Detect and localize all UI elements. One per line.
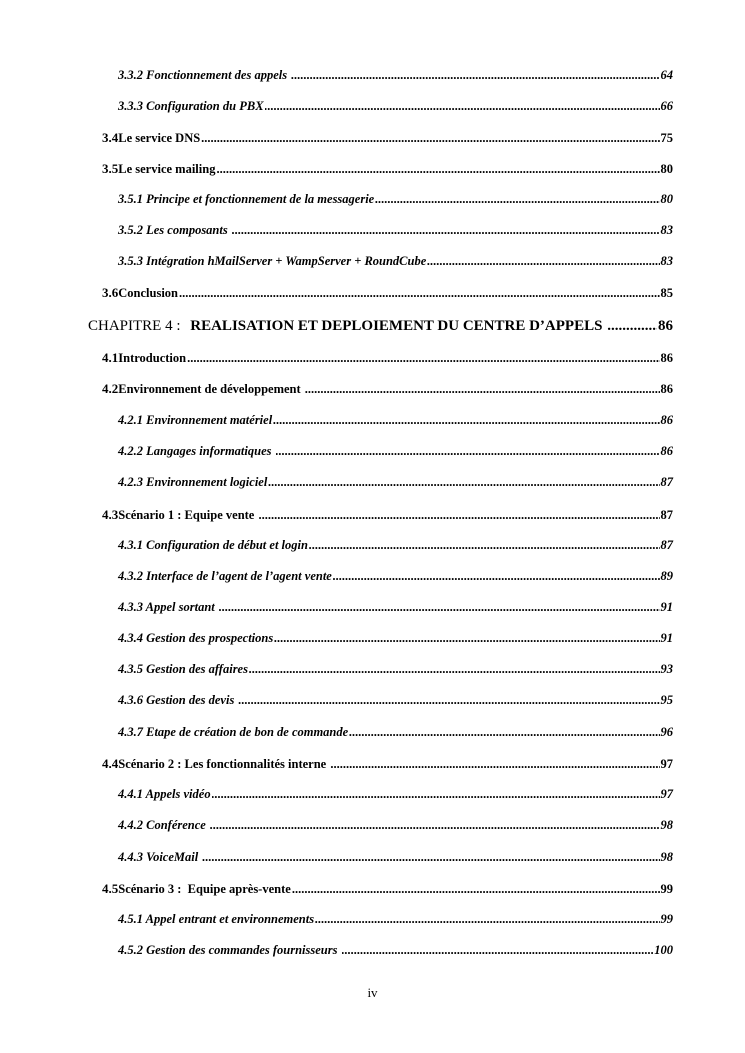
toc-page-number: 93 [660,662,673,676]
toc-subsection-entry [118,569,673,584]
toc-subsection-entry [118,68,673,83]
dot-leader [333,569,660,584]
toc-subsection-entry [118,787,673,802]
toc-entry-number: 3.5 [102,161,119,176]
toc-page-number: 97 [660,787,673,801]
toc-entry-title: Scénario 3 : Equipe après-vente [118,882,291,896]
dot-leader [265,99,660,114]
dot-leader [276,444,660,459]
toc-section-entry [102,161,673,177]
dot-leader [232,223,660,238]
toc-section-entry [102,350,673,366]
dot-leader [349,725,659,740]
dot-leader [201,131,659,146]
toc-page-number: 64 [660,68,673,82]
dot-leader [238,693,659,708]
toc-subsection-entry [118,538,673,553]
toc-page-number: 86 [660,351,673,365]
toc-section-entry [102,756,673,772]
toc-entry-number: 4.3 [102,507,119,522]
toc-entry-title: 3.5.1 Principe et fonctionnement de la messagerie [118,192,375,206]
toc-page-number: 99 [660,882,673,896]
toc-entry-title: 4.3.7 Etape de création de bon de commande [118,725,349,739]
toc-subsection-entry [118,475,673,490]
toc-entry-title: 4.2.2 Langages informatiques [118,444,275,458]
toc-entry-number: 4.5 [102,881,119,896]
toc-page-number: 91 [660,600,673,614]
toc-section-entry [102,285,673,301]
dot-leader [216,162,659,177]
toc-subsection-entry [118,912,673,927]
dot-leader [309,538,660,553]
dot-leader [210,818,660,833]
toc-entry-title: Conclusion [118,286,178,300]
toc-subsection-entry [118,444,673,459]
toc-entry-number: 3.4 [102,130,119,145]
toc-page-number: 86 [660,444,673,458]
toc-subsection-entry [118,254,673,269]
toc-entry-title: Scénario 2 : Les fonctionnalités interne [118,757,330,771]
toc-entry-title: 4.2.1 Environnement matériel [118,413,273,427]
toc-page-number: 98 [660,818,673,832]
toc-page-number: 99 [660,912,673,926]
toc-subsection-entry [118,99,673,114]
dot-leader [273,413,659,428]
toc-entry-title: 4.4.1 Appels vidéo [118,787,211,801]
dot-leader [292,882,660,897]
toc-entry-number: 4.1 [102,350,119,365]
toc-section-entry [102,381,673,397]
toc-entry-title: Le service mailing [118,162,216,176]
toc-entry-title: 4.5.1 Appel entrant et environnements [118,912,315,926]
toc-page-number: 66 [660,99,673,113]
dot-leader [342,943,654,958]
toc-subsection-entry [118,413,673,428]
dot-leader [219,600,660,615]
toc-entry-number: CHAPITRE 4 : [88,318,181,334]
toc-entry-number: 4.2 [102,381,119,396]
toc-entry-title: 4.4.2 Conférence [118,818,209,832]
toc-entry-title: 3.3.3 Configuration du PBX [118,99,264,113]
toc-page-number: 80 [660,162,673,176]
toc-entry-number: 4.4 [102,756,119,771]
toc-chapter-entry [88,318,673,335]
toc-subsection-entry [118,631,673,646]
toc-subsection-entry [118,192,673,207]
toc-entry-title: 4.3.6 Gestion des devis [118,693,238,707]
toc-entry-title: REALISATION ET DEPLOIEMENT DU CENTRE D’APPELS [186,318,607,334]
toc-entry-title: Introduction [118,351,187,365]
toc-section-entry [102,130,673,146]
toc-entry-title: 3.5.2 Les composants [118,223,231,237]
dot-leader [274,631,659,646]
dot-leader [607,318,657,335]
dot-leader [187,351,659,366]
toc-subsection-entry [118,600,673,615]
toc-entry-title: 4.3.3 Appel sortant [118,600,218,614]
toc-page-number: 83 [660,223,673,237]
toc-entry-title: Le service DNS [118,131,201,145]
toc-subsection-entry [118,223,673,238]
toc-page-number: 83 [660,254,673,268]
toc-section-entry [102,881,673,897]
toc-page-number: 91 [660,631,673,645]
dot-leader [330,757,659,772]
toc-entry-title: Scénario 1 : Equipe vente [118,508,258,522]
dot-leader [258,508,659,523]
toc-page-number: 85 [660,286,673,300]
dot-leader [268,475,659,490]
toc-page-number: 86 [658,318,673,334]
toc-subsection-entry [118,943,673,958]
toc-page-number: 86 [660,382,673,396]
toc-page-number: 97 [660,757,673,771]
toc-page-number: 100 [654,943,673,957]
toc-subsection-entry [118,662,673,677]
toc-page-number: 86 [660,413,673,427]
toc-entry-title: 4.3.2 Interface de l’agent de l’agent vente [118,569,332,583]
toc-page-number: 75 [660,131,673,145]
toc-entry-title: 4.3.5 Gestion des affaires [118,662,248,676]
toc-page-number: 95 [660,693,673,707]
toc-entry-title: 3.3.2 Fonctionnement des appels [118,68,291,82]
toc-subsection-entry [118,725,673,740]
toc-page-number: 80 [660,192,673,206]
toc-subsection-entry [118,693,673,708]
toc-entry-title: 4.5.2 Gestion des commandes fournisseurs [118,943,341,957]
dot-leader [202,850,659,865]
toc-page-number: 87 [660,508,673,522]
toc-entry-title: 4.2.3 Environnement logiciel [118,475,268,489]
dot-leader [212,787,660,802]
dot-leader [315,912,659,927]
dot-leader [179,286,660,301]
toc-entry-title: 4.3.1 Configuration de début et login [118,538,308,552]
toc-section-entry [102,507,673,523]
page-number: iv [367,985,378,1000]
toc-entry-title: 4.3.4 Gestion des prospections [118,631,274,645]
toc-page-number: 98 [660,850,673,864]
dot-leader [249,662,660,677]
toc-entry-number: 3.6 [102,285,119,300]
dot-leader [427,254,659,269]
toc-entry-title: 4.4.3 VoiceMail [118,850,202,864]
toc-entry-title: Environnement de développement [118,382,304,396]
toc-page-number: 96 [660,725,673,739]
toc-entry-title: 3.5.3 Intégration hMailServer + WampServer + RoundCube [118,254,427,268]
dot-leader [291,68,659,83]
toc-page-number: 87 [660,475,673,489]
toc-page-number: 89 [660,569,673,583]
toc-subsection-entry [118,850,673,865]
dot-leader [305,382,660,397]
dot-leader [375,192,659,207]
toc-subsection-entry [118,818,673,833]
toc-page-number: 87 [660,538,673,552]
